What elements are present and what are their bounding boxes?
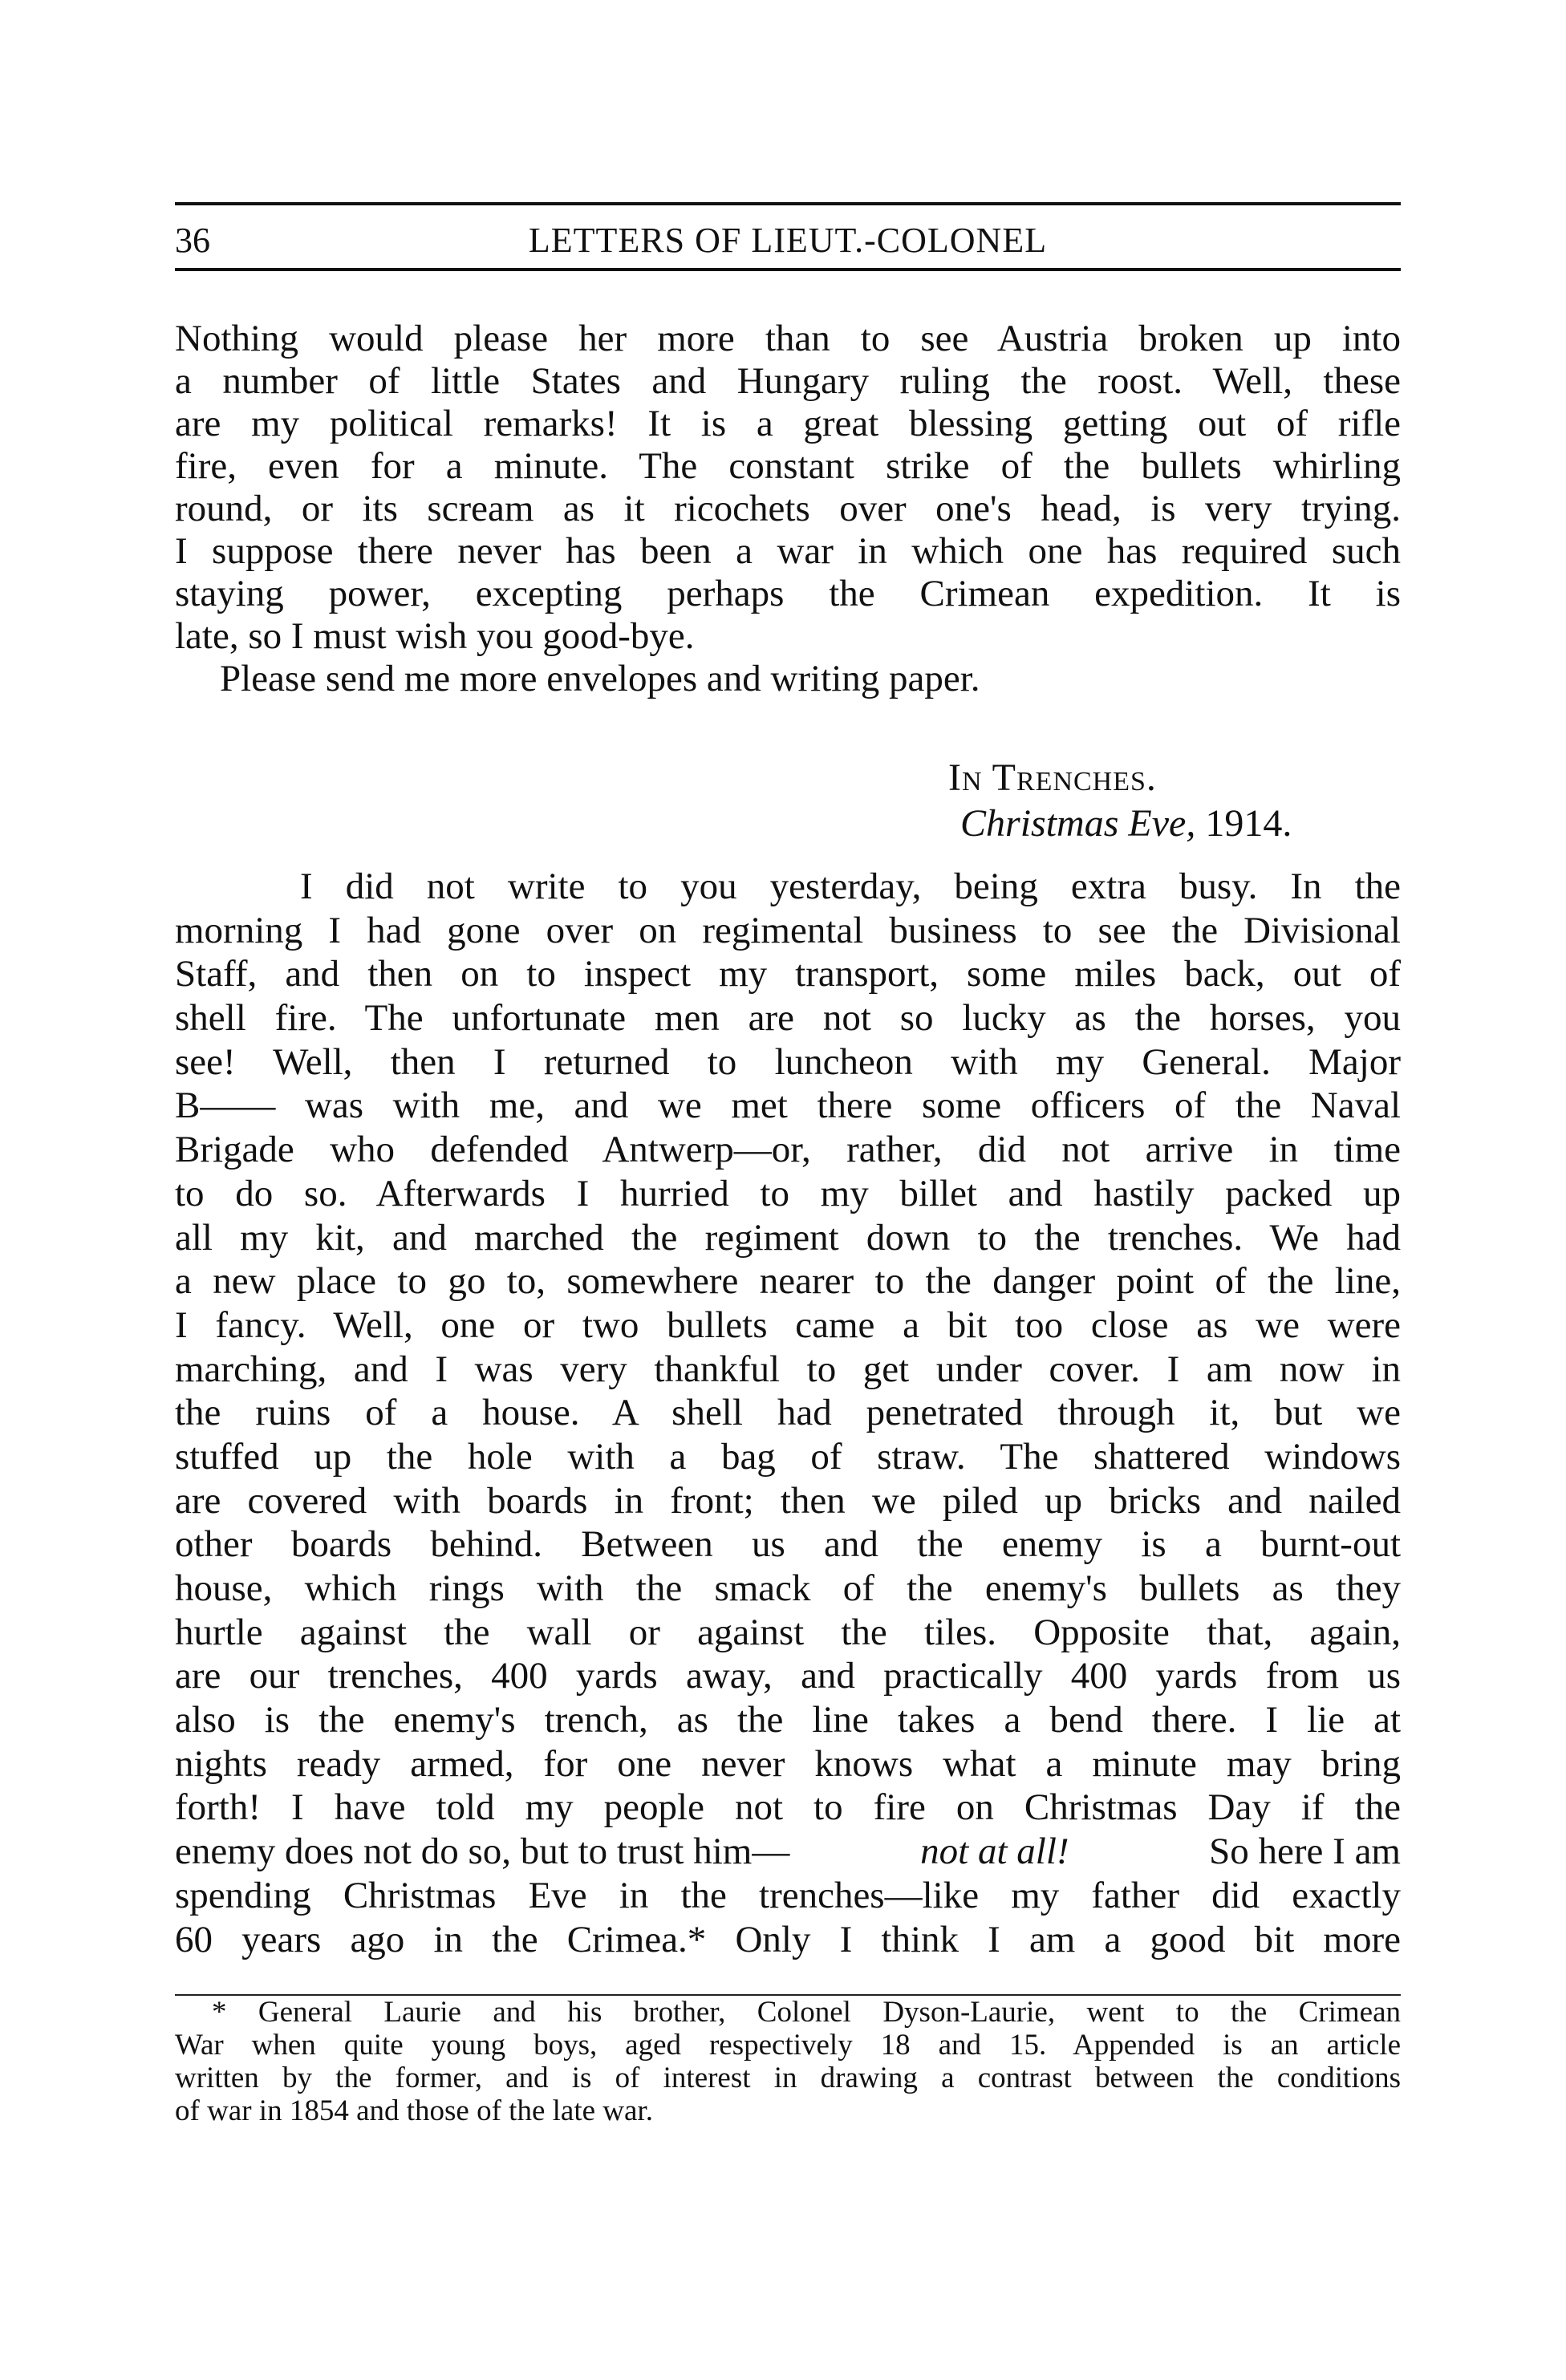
text-line: I fancy. Well, one or two bullets came a bit too close as we were [175, 1304, 1401, 1346]
text-line: a new place to go to, somewhere nearer to the danger point of the line, [175, 1260, 1401, 1303]
text-line: staying power, excepting perhaps the Crimean expedition. It is [175, 573, 1401, 614]
header-rule-top [175, 202, 1401, 205]
running-title: LETTERS OF LIEUT.-COLONEL [528, 221, 1048, 260]
text-line: stuffed up the hole with a bag of straw. The shattered windows [175, 1435, 1401, 1478]
text-line: 60 years ago in the Crimea.* Only I think I am a good bit more [175, 1918, 1401, 1960]
text-line: are covered with boards in front; then we piled up bricks and nailed [175, 1479, 1401, 1522]
text-line: of war in 1854 and those of the late war. [175, 2094, 653, 2127]
text-line: the ruins of a house. A shell had penetrated through it, but we [175, 1392, 1401, 1434]
footnote [175, 1996, 1401, 2127]
text-line: I suppose there never has been a war in which one has required such [175, 530, 1401, 572]
header-rule-bottom [175, 268, 1401, 271]
text-line [175, 1830, 1401, 1874]
text-line: hurtle against the wall or against the tiles. Opposite that, again, [175, 1611, 1401, 1653]
text-line: spending Christmas Eve in the trenches—like my father did exactly [175, 1874, 1401, 1916]
line-before: enemy does not do so, but to trust him— [175, 1831, 790, 1873]
text-line: see! Well, then I returned to luncheon with my General. Major [175, 1040, 1401, 1083]
text-line: I did not write to you yesterday, being extra busy. In the [300, 866, 1401, 907]
text-line: Nothing would please her more than to see Austria broken up into [175, 318, 1401, 359]
text-line: late, so I must wish you good-bye. [175, 615, 695, 657]
text-line: Staff, and then on to inspect my transport, some miles back, out of [175, 953, 1401, 995]
letter-2-text [175, 865, 1401, 1961]
text-line: War when quite young boys, aged respectively 18 and 15. Appended is an article [175, 2029, 1401, 2062]
text-line: forth! I have told my people not to fire on Christmas Day if the [175, 1786, 1401, 1829]
text-line: Brigade who defended Antwerp—or, rather, did not arrive in time [175, 1129, 1401, 1171]
text-line: morning I had gone over on regimental business to see the Divisional [175, 909, 1401, 951]
text-line: nights ready armed, for one never knows what a minute may bring [175, 1742, 1401, 1785]
text-line: also is the enemy's trench, as the line takes a bend there. I lie at [175, 1699, 1401, 1741]
text-line: other boards behind. Between us and the enemy is a burnt-out [175, 1523, 1401, 1566]
text-line: a number of little States and Hungary ruling the roost. Well, these [175, 360, 1401, 402]
text-line: all my kit, and marched the regiment down to the trenches. We had [175, 1216, 1401, 1259]
text-line: B—— was with me, and we met there some officers of the Naval [175, 1085, 1401, 1127]
text-line: house, which rings with the smack of the enemy's bullets as they [175, 1567, 1401, 1609]
letter-date [960, 801, 1292, 845]
text-line: * General Laurie and his brother, Colonel Dyson-Laurie, went to the Crimean [212, 1996, 1401, 2029]
text-line: fire, even for a minute. The constant strike of the bullets whirling [175, 445, 1401, 487]
running-header [175, 218, 1401, 263]
date-year: 1914. [1205, 802, 1292, 845]
text-line: Please send me more envelopes and writing paper. [220, 658, 980, 699]
date-italic: Christmas Eve, [960, 802, 1196, 845]
letter-place-heading: In Trenches. [948, 756, 1157, 799]
text-line: marching, and I was very thankful to get under cover. I am now in [175, 1348, 1401, 1390]
line-after: So here I am [1199, 1831, 1401, 1873]
text-line: written by the former, and is of interest in drawing a contrast between the conditions [175, 2062, 1401, 2094]
page-number: 36 [175, 221, 210, 260]
text-line: shell fire. The unfortunate men are not so lucky as the horses, you [175, 997, 1401, 1040]
text-line: are my political remarks! It is a great blessing getting out of rifle [175, 403, 1401, 444]
text-line: to do so. Afterwards I hurried to my billet and hastily packed up [175, 1172, 1401, 1214]
letter-1-text [175, 318, 1401, 700]
text-line: are our trenches, 400 yards away, and practically 400 yards from us [175, 1655, 1401, 1697]
text-line: round, or its scream as it ricochets over one's head, is very trying. [175, 488, 1401, 529]
line-italic: not at all! [920, 1831, 1069, 1873]
